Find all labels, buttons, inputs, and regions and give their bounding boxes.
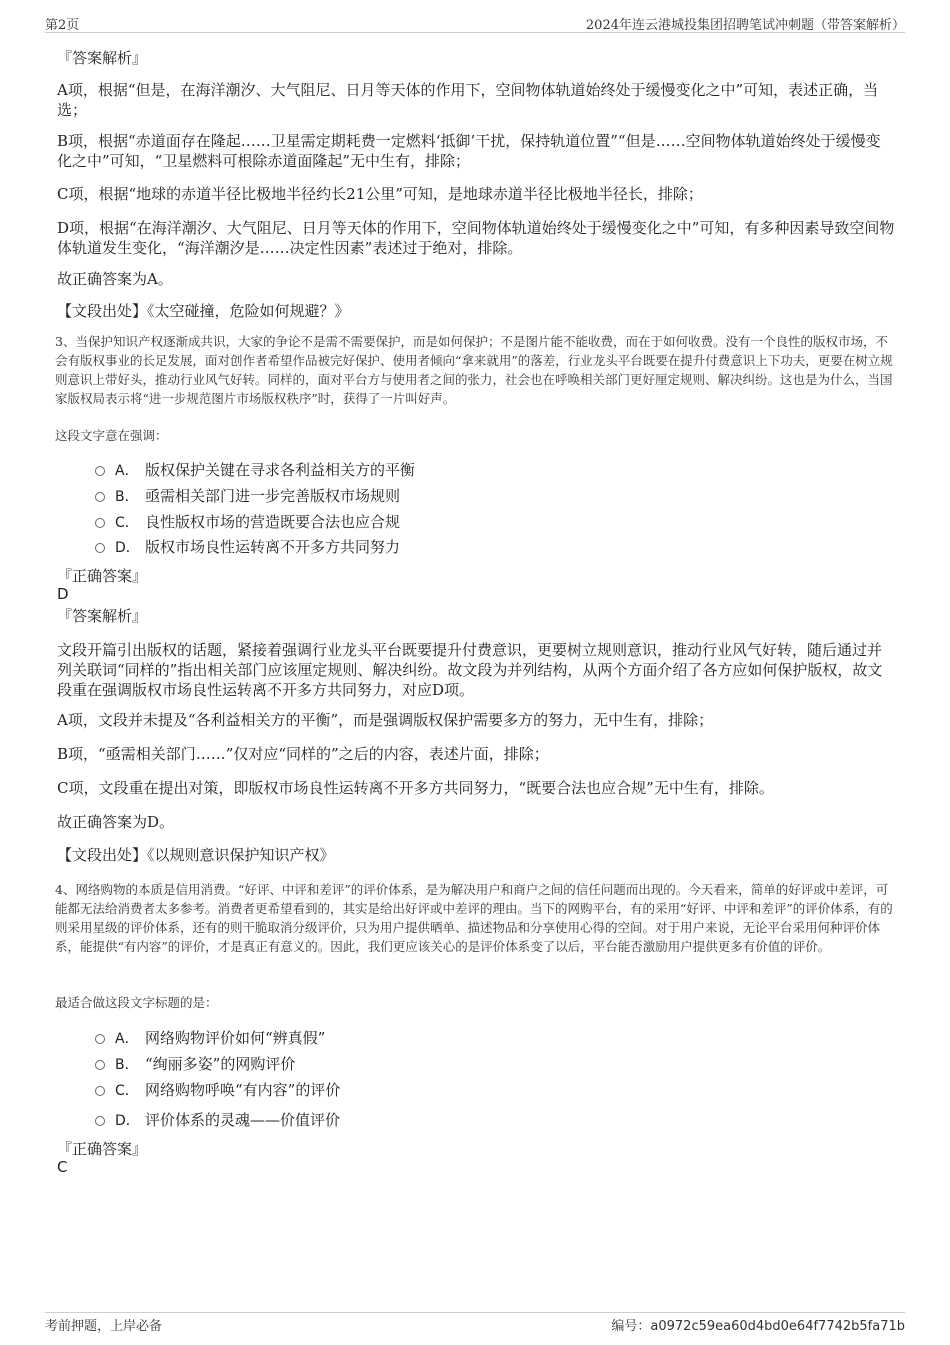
q4-option-c[interactable]: C． 网络购物呼唤“有内容”的评价 <box>95 1079 340 1101</box>
q2-analysis-b: B项，根据“赤道面存在隆起……卫星需定期耗费一定燃料‘抵御’干扰，保持轨道位置”“但是……空间物体轨道始终处于缓慢变化之中”可知，“卫星燃料可根除赤道面隆起”无中生有，排除； <box>57 132 881 170</box>
q4-option-b[interactable]: B． “绚丽多姿”的网购评价 <box>95 1053 295 1075</box>
document-title: 2024年连云港城投集团招聘笔试冲刺题（带答案解析） <box>585 18 905 33</box>
radio-icon[interactable] <box>95 518 105 528</box>
q2-analysis-label: 『答案解析』 <box>57 49 148 67</box>
q3-prompt: 这段文字意在强调： <box>55 428 168 443</box>
q3-option-a[interactable]: A． 版权保护关键在寻求各利益相关方的平衡 <box>95 459 415 481</box>
radio-icon[interactable] <box>95 1086 105 1096</box>
q3-option-c[interactable]: C． 良性版权市场的营造既要合法也应合规 <box>95 511 400 533</box>
page-number: 第2页 <box>45 18 80 33</box>
footer-slogan: 考前押题，上岸必备 <box>45 1319 163 1334</box>
q3-conclusion: 故正确答案为D。 <box>57 813 175 831</box>
q3-source: 【文段出处】《以规则意识保护知识产权》 <box>57 846 335 864</box>
q4-option-d[interactable]: D． 评价体系的灵魂——价值评价 <box>95 1109 340 1131</box>
q2-conclusion: 故正确答案为A。 <box>57 270 173 288</box>
q3-analysis: 文段开篇引出版权的话题，紧接着强调行业龙头平台既要提升付费意识，更要树立规则意识，推动行业风气好转，随后通过并列关联词“同样的”指出相关部门应该厘定规则、解决纠纷。故文段为并列结构，从两个方面介绍了各方应如何保护版权，故文段重在强调版权市场良性运转离不开多方共同努力，对应D项。 <box>57 641 883 699</box>
q4-option-a[interactable]: A． 网络购物评价如何“辨真假” <box>95 1027 325 1049</box>
q4-prompt: 最适合做这段文字标题的是： <box>55 995 218 1010</box>
page-header <box>45 14 905 33</box>
page-footer <box>45 1312 905 1337</box>
document-code: 编号：a0972c59ea60d4bd0e64f7742b5fa71b <box>611 1319 905 1334</box>
q4-passage: 4、网络购物的本质是信用消费。“好评、中评和差评”的评价体系，是为解决用户和商户之间的信任问题而出现的。今天看来，简单的好评或中差评，可能都无法给消费者太多参考。消费者更希望看到的，其实是给出好评或中差评的理由。当下的网购平台，有的采用“好评、中评和差评”的评价体系，有的则采用星级的评价体系，还有的则干脆取消分级评价，只为用户提供晒单、描述物品和分享使用心得的空间。对于用户来说，无论平台采用何种评价体系，能提供“有内容”的评价，才是真正有意义的。因此，我们更应该关心的是评价体系变了以后，平台能否激励用户提供更多有价值的评价。 <box>55 882 893 954</box>
q4-answer-label: 『正确答案』 <box>57 1140 148 1158</box>
q3-option-b[interactable]: B． 亟需相关部门进一步完善版权市场规则 <box>95 485 400 507</box>
q3-answer-label: 『正确答案』 <box>57 567 148 585</box>
radio-icon[interactable] <box>95 1116 105 1126</box>
q4-answer: C <box>57 1158 68 1176</box>
q3-option-d[interactable]: D． 版权市场良性运转离不开多方共同努力 <box>95 536 400 558</box>
radio-icon[interactable] <box>95 543 105 553</box>
radio-icon[interactable] <box>95 492 105 502</box>
q3-answer: D <box>57 585 69 603</box>
q2-analysis-a: A项，根据“但是，在海洋潮汐、大气阻尼、日月等天体的作用下，空间物体轨道始终处于缓慢变化之中”可知，表述正确，当选； <box>57 81 879 119</box>
q2-analysis-d: D项，根据“在海洋潮汐、大气阻尼、日月等天体的作用下，空间物体轨道始终处于缓慢变化之中”可知，有多种因素导致空间物体轨道发生变化，“海洋潮汐是……决定性因素”表述过于绝对，排除。 <box>57 219 895 257</box>
q3-analysis-c: C项，文段重在提出对策，即版权市场良性运转离不开多方共同努力，“既要合法也应合规”无中生有，排除。 <box>57 779 774 797</box>
radio-icon[interactable] <box>95 1034 105 1044</box>
q3-analysis-a: A项，文段并未提及“各利益相关方的平衡”，而是强调版权保护需要多方的努力，无中生有，排除； <box>57 711 714 729</box>
q3-passage: 3、当保护知识产权逐渐成共识，大家的争论不是需不需要保护，而是如何保护；不是图片能不能收费，而在于如何收费。没有一个良性的版权市场，不会有版权事业的长足发展，面对创作者希望作品被完好保护、使用者倾向“拿来就用”的落差，行业龙头平台既要在提升付费意识上下功夫，更要在树立规则意识上带好头，推动行业风气好转。同样的，面对平台方与使用者之间的张力，社会也在呼唤相关部门更好厘定规则、解决纠纷。这也是为什么，当国家版权局表示将“进一步规范图片市场版权秩序”时，获得了一片叫好声。 <box>55 334 893 406</box>
q3-analysis-label: 『答案解析』 <box>57 607 148 625</box>
q3-analysis-b: B项，“亟需相关部门……”仅对应“同样的”之后的内容，表述片面，排除； <box>57 745 549 763</box>
radio-icon[interactable] <box>95 466 105 476</box>
radio-icon[interactable] <box>95 1060 105 1070</box>
q2-source: 【文段出处】《太空碰撞，危险如何规避？》 <box>57 302 350 320</box>
q2-analysis-c: C项，根据“地球的赤道半径比极地半径约长21公里”可知，是地球赤道半径比极地半径长，排除； <box>57 185 703 203</box>
